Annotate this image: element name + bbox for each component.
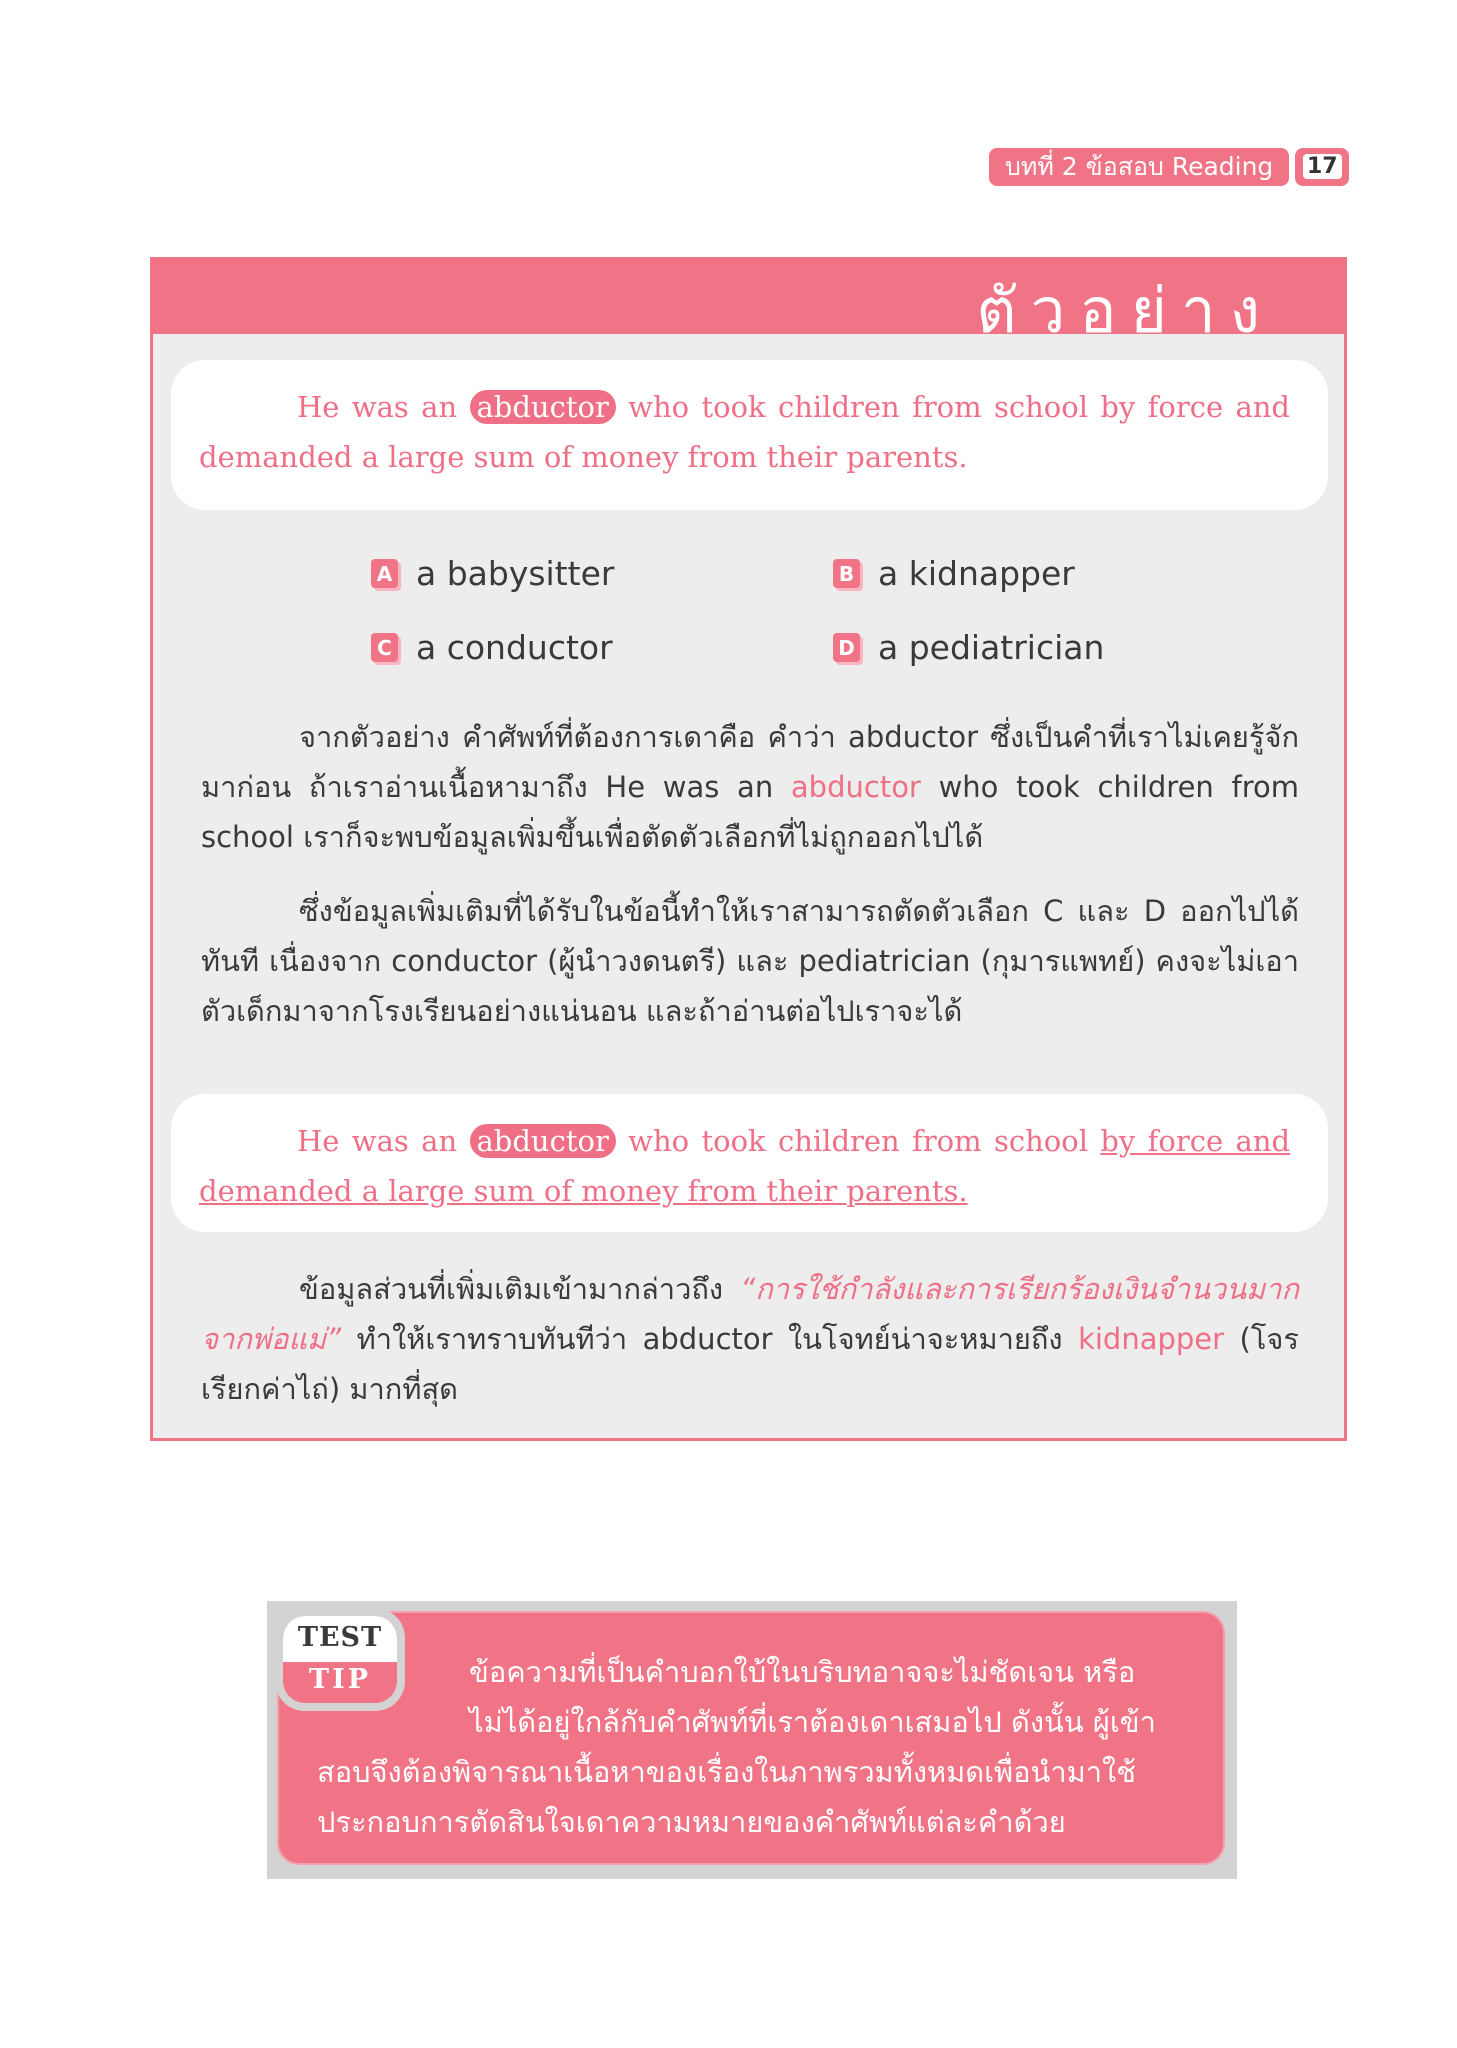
badge-tip-label: TIP <box>308 1664 372 1695</box>
sentence-text: He was an <box>297 390 458 424</box>
option-b[interactable] <box>833 554 1075 593</box>
page-number: 17 <box>1295 148 1349 186</box>
example-title-band <box>153 260 1344 334</box>
example-title: ตัวอย่าง <box>976 274 1274 334</box>
example-sentence-card <box>171 360 1328 510</box>
tip-text: ข้อความที่เป็นคำบอกใบ้ในบริบทอาจจะไม่ชัดเจน หรือ ไม่ได้อยู่ใกล้กับคำศัพท์ที่เราต้องเดาเสมอไป ดังนั้น ผู้เข้า สอบจึงต้องพิจารณาเนื้อหาของเรื่องในภาพรวมทั้งหมดเพื่อนำมาใช้ ประกอบการตัดสินใจเดาความหมายของคำศัพท์แต่ละคำด้วย <box>317 1655 1156 1839</box>
badge-test-label: TEST <box>297 1622 383 1653</box>
option-a[interactable] <box>371 554 614 593</box>
option-text: a kidnapper <box>878 554 1075 593</box>
explanation-paragraph: จากตัวอย่าง คำศัพท์ที่ต้องการเดาคือ คำว่า abductor ซึ่งเป็นคำที่เราไม่เคยรู้จักมาก่อน ถ้าเราอ่านเนื้อหามาถึง He was an abductor who took children from school เราก็จะพบข้อมูลเพิ่มขึ้นเพื่อตัดตัวเลือกที่ไม่ถูกออกไปได้ <box>201 720 1299 854</box>
test-tip-card <box>277 1611 1225 1865</box>
option-letter-badge: B <box>833 559 860 588</box>
explanation-paragraph: ซึ่งข้อมูลเพิ่มเติมที่ได้รับในข้อนี้ทำให้เราสามารถตัดตัวเลือก C และ D ออกไปได้ทันที เนื่องจาก conductor (ผู้นำวงดนตรี) และ pediatrician (กุมารแพทย์) คงจะไม่เอาตัวเด็กมาจากโรงเรียนอย่างแน่นอน และถ้าอ่านต่อไปเราจะได้ <box>201 894 1299 1028</box>
chapter-header <box>989 148 1349 186</box>
example-sentence-card: He was an abductor who took children from school by force and demanded a large sum of money from their parents. <box>171 1094 1328 1232</box>
sentence-text: who took children from school by force and demanded a large sum of money from their parents. <box>199 390 1291 474</box>
test-tip-badge <box>275 1608 405 1711</box>
underlined-clue: by force and demanded a large sum of money from their parents. <box>199 1124 1291 1208</box>
highlighted-word: abductor <box>470 1124 616 1158</box>
test-tip-box <box>267 1601 1237 1879</box>
option-d[interactable] <box>833 628 1104 667</box>
chapter-label: บทที่ 2 ข้อสอบ Reading <box>989 148 1289 186</box>
conclusion-paragraph: ข้อมูลส่วนที่เพิ่มเติมเข้ามากล่าวถึง “การใช้กำลังและการเรียกร้องเงินจำนวนมากจากพ่อแม่” ทำให้เราทราบทันทีว่า abductor ในโจทย์น่าจะหมายถึง kidnapper (โจรเรียกค่าไถ่) มากที่สุด <box>201 1272 1299 1406</box>
option-text: a conductor <box>416 628 613 667</box>
example-box <box>150 257 1347 1441</box>
answer-word: kidnapper <box>1078 1322 1225 1356</box>
option-letter-badge: D <box>833 633 860 662</box>
highlighted-word: abductor <box>470 390 616 424</box>
option-text: a babysitter <box>416 554 615 593</box>
option-letter-badge: A <box>371 559 398 588</box>
highlighted-word: abductor <box>790 770 921 804</box>
quoted-clue: “การใช้กำลังและการเรียกร้องเงินจำนวนมากจากพ่อแม่” <box>201 1272 1299 1356</box>
option-c[interactable] <box>371 628 613 667</box>
option-text: a pediatrician <box>878 628 1105 667</box>
option-letter-badge: C <box>371 633 398 662</box>
